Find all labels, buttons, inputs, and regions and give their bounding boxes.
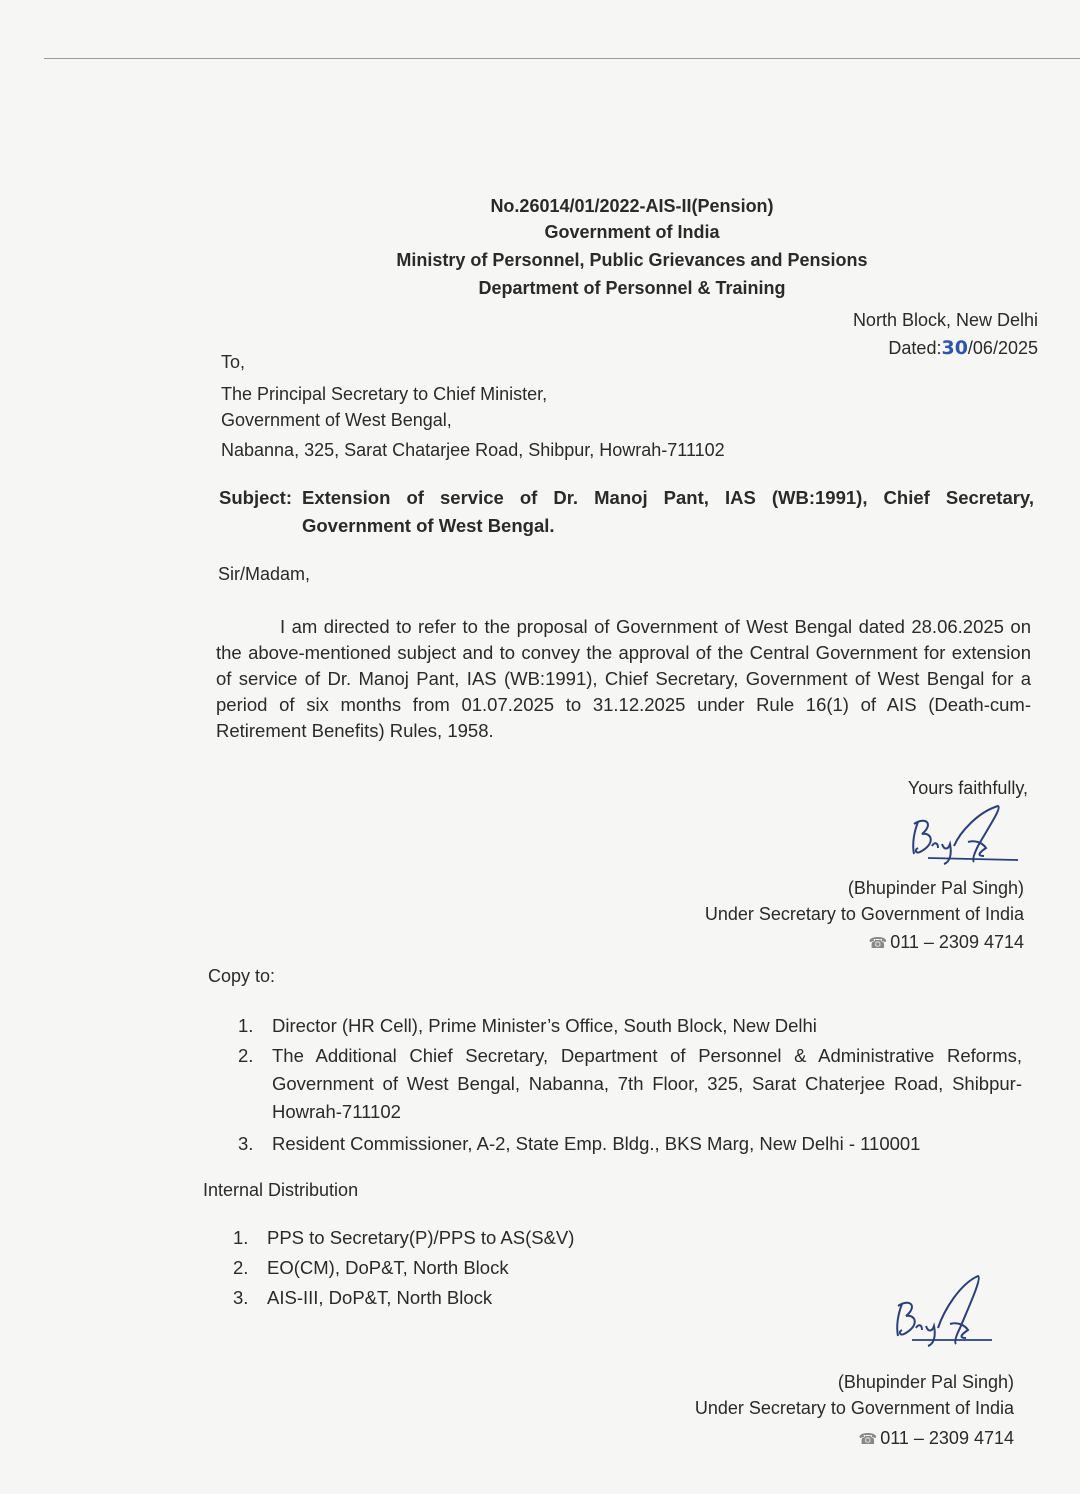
list-number: 1. bbox=[238, 1015, 254, 1036]
signatory-phone: 011 – 2309 4714 bbox=[890, 932, 1024, 952]
list-text: Resident Commissioner, A-2, State Emp. Bldg., BKS Marg, New Delhi - 110001 bbox=[272, 1133, 921, 1154]
signature-2 bbox=[884, 1274, 1004, 1354]
list-text: PPS to Secretary(P)/PPS to AS(S&V) bbox=[267, 1227, 575, 1248]
department-heading: Department of Personnel & Training bbox=[478, 278, 786, 298]
telephone-icon: ☎ bbox=[858, 1431, 878, 1448]
internal-item bbox=[233, 1284, 867, 1312]
signatory-designation: Under Secretary to Government of India bbox=[704, 904, 1024, 924]
internal-distribution-heading: Internal Distribution bbox=[203, 1180, 359, 1200]
list-text: The Additional Chief Secretary, Department of Personnel & Administrative Reforms, Government of West Bengal, Nabanna, 7th Floor, 325, Sarat Chaterjee Road, Shibpur-Howrah-711102 bbox=[272, 1045, 1022, 1122]
list-number: 2. bbox=[238, 1045, 254, 1066]
to-label: To, bbox=[221, 352, 246, 372]
internal-item bbox=[233, 1254, 867, 1282]
subject-block bbox=[219, 484, 1034, 540]
government-heading: Government of India bbox=[544, 222, 720, 242]
file-number: No.26014/01/2022-AIS-II(Pension) bbox=[490, 196, 774, 216]
date-label: Dated: bbox=[888, 338, 942, 358]
subject-text: Extension of service of Dr. Manoj Pant, IAS (WB:1991), Chief Secretary, Government of West Bengal. bbox=[301, 487, 1034, 536]
list-number: 1. bbox=[233, 1227, 249, 1248]
list-number: 3. bbox=[238, 1133, 254, 1154]
list-text: EO(CM), DoP&T, North Block bbox=[267, 1257, 509, 1278]
copy-to-item bbox=[238, 1012, 1022, 1040]
recipient-line-3: Nabanna, 325, Sarat Chatarjee Road, Shibpur, Howrah-711102 bbox=[221, 440, 725, 460]
signatory-2-name: (Bhupinder Pal Singh) bbox=[837, 1372, 1014, 1392]
body-paragraph bbox=[216, 614, 1031, 744]
list-number: 3. bbox=[233, 1287, 249, 1308]
list-text: AIS-III, DoP&T, North Block bbox=[267, 1287, 493, 1308]
place: North Block, New Delhi bbox=[852, 310, 1038, 330]
subject-label: Subject: bbox=[219, 487, 292, 508]
telephone-icon: ☎ bbox=[868, 935, 888, 952]
signatory-2-designation: Under Secretary to Government of India bbox=[694, 1398, 1014, 1418]
signature-1 bbox=[898, 802, 1028, 870]
salutation: Sir/Madam, bbox=[218, 564, 311, 584]
ministry-heading: Ministry of Personnel, Public Grievances and Pensions bbox=[396, 250, 868, 270]
copy-to-heading: Copy to: bbox=[208, 966, 276, 986]
copy-to-list bbox=[238, 1012, 1022, 1158]
internal-item bbox=[233, 1224, 867, 1252]
signatory-phone-line bbox=[869, 932, 1024, 953]
top-rule bbox=[44, 58, 1080, 59]
copy-to-item bbox=[238, 1130, 1022, 1158]
signatory-name: (Bhupinder Pal Singh) bbox=[847, 878, 1024, 898]
date-rest: /06/2025 bbox=[967, 338, 1038, 358]
date-line bbox=[888, 337, 1038, 359]
recipient-line-1: The Principal Secretary to Chief Minister, bbox=[221, 384, 548, 404]
signatory-2-phone: 011 – 2309 4714 bbox=[880, 1428, 1014, 1448]
closing: Yours faithfully, bbox=[907, 778, 1028, 798]
list-text: Director (HR Cell), Prime Minister’s Office, South Block, New Delhi bbox=[272, 1015, 817, 1036]
signatory-2-phone-line bbox=[859, 1428, 1014, 1449]
list-number: 2. bbox=[233, 1257, 249, 1278]
body-text: I am directed to refer to the proposal of Government of West Bengal dated 28.06.2025 on the above-mentioned subject and to convey the approval of the Central Government for extension of service of Dr. Manoj Pant, IAS (WB:1991), Chief Secretary, Government of West Bengal for a period of six months from 01.07.2025 to 31.12.2025 under Rule 16(1) of AIS (Death-cum-Retirement Benefits) Rules, 1958. bbox=[216, 616, 1031, 741]
date-day-handwritten: 30 bbox=[941, 337, 968, 359]
recipient-line-2: Government of West Bengal, bbox=[221, 410, 452, 430]
internal-distribution-list bbox=[233, 1224, 867, 1312]
copy-to-item bbox=[238, 1042, 1022, 1126]
